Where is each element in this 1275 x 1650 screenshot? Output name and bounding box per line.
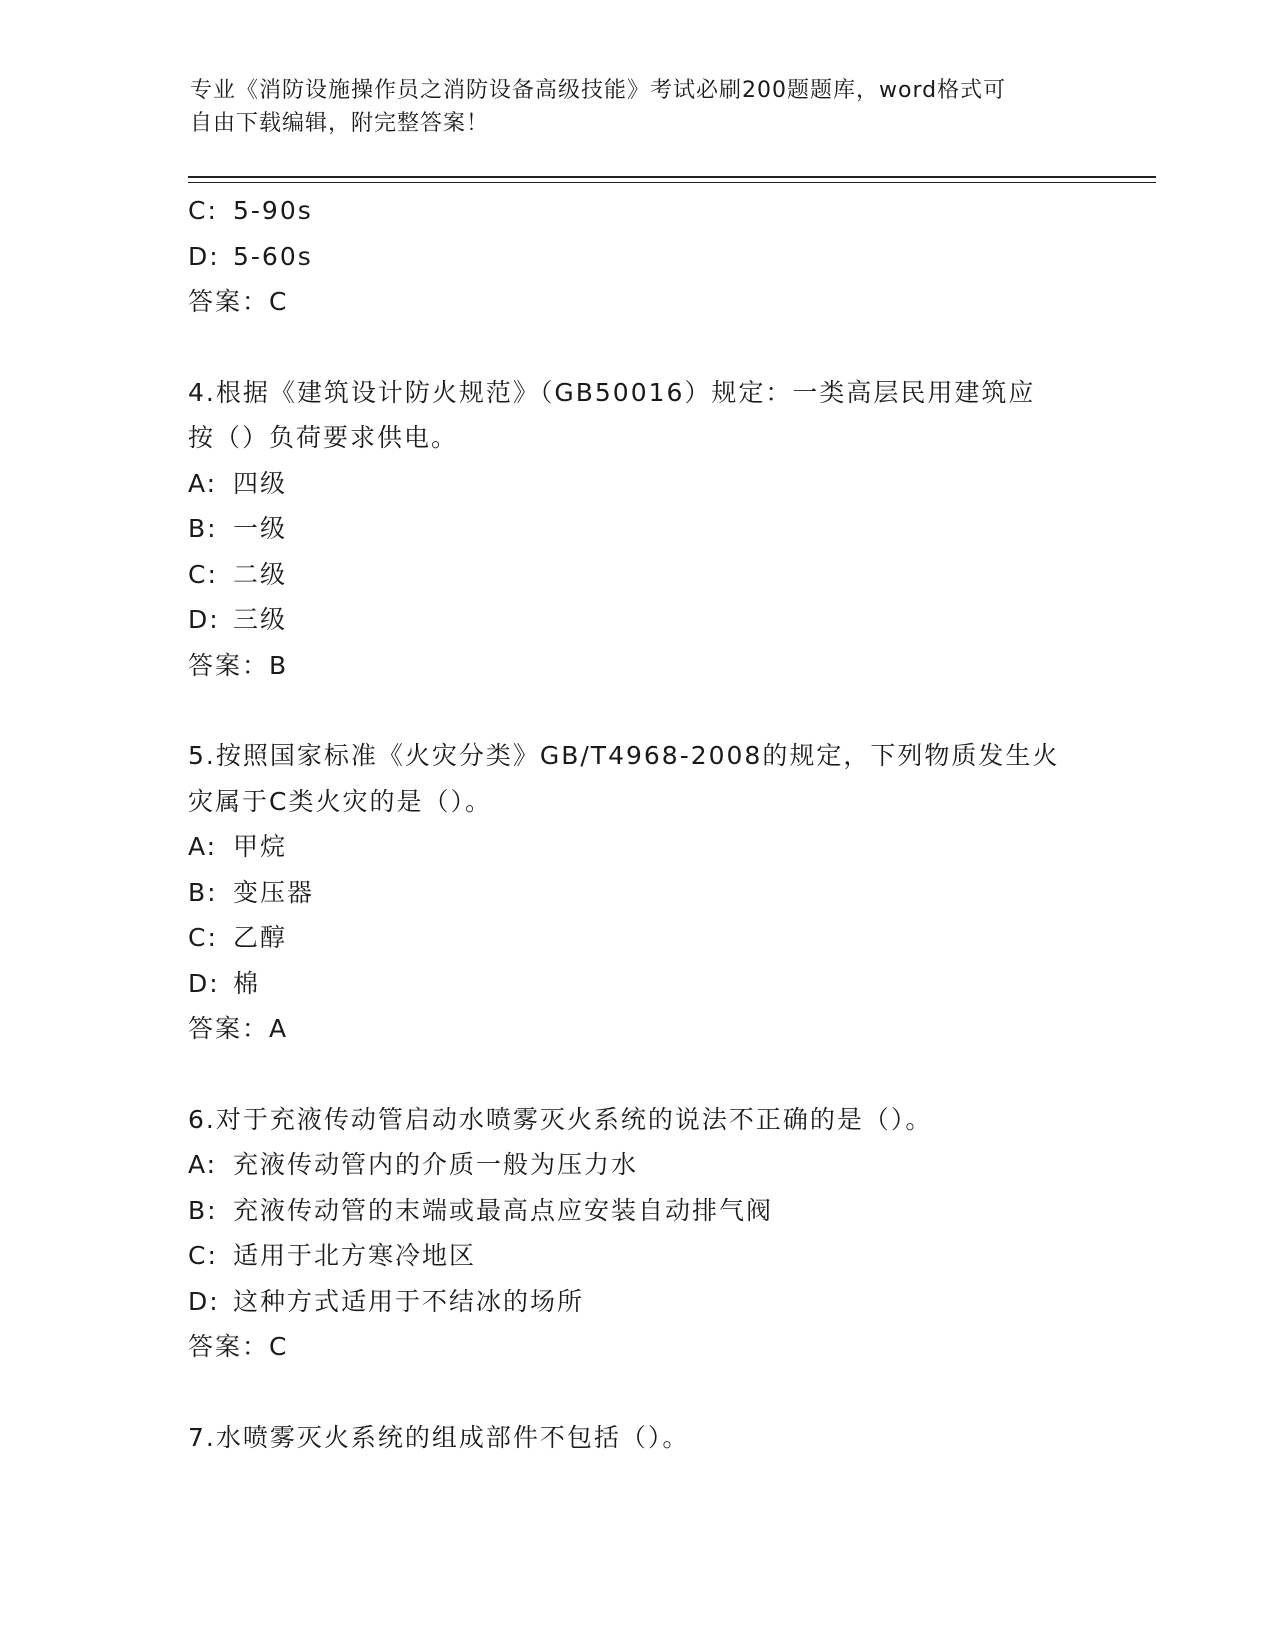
option-b (188, 1188, 1088, 1234)
option-key: D: (188, 605, 220, 634)
option-c (188, 188, 1088, 234)
question-stem-continued: 按（）负荷要求供电。 (188, 423, 459, 452)
question-stem: 6.对于充液传动管启动水喷雾灭火系统的说法不正确的是（）。 (188, 1104, 933, 1134)
question-3-tail (188, 188, 1088, 325)
option-b (188, 506, 1088, 552)
answer-line: 答案：C (188, 287, 289, 316)
option-key: B: (188, 514, 218, 543)
option-text: 变压器 (233, 877, 315, 907)
option-key: C: (188, 1241, 218, 1270)
spacer (188, 1370, 1088, 1415)
option-key: A: (188, 1150, 218, 1179)
option-key: A: (188, 832, 218, 861)
option-key: C: (188, 923, 218, 952)
header-line-1: 专业《消防设施操作员之消防设备高级技能》考试必刷200题题库，word格式可 (190, 78, 1007, 103)
question-list (188, 188, 1088, 1460)
option-text: 适用于北方寒冷地区 (233, 1241, 477, 1270)
question-stem: 4.根据《建筑设计防火规范》（GB50016）规定：一类高层民用建筑应 (188, 377, 1036, 407)
question-stem: 5.按照国家标准《火灾分类》GB/T4968-2008的规定，下列物质发生火 (188, 741, 1060, 770)
document-header (190, 74, 1080, 140)
question-6 (188, 1097, 1088, 1370)
answer-line: 答案：C (188, 1332, 289, 1361)
answer-line: 答案：B (188, 650, 289, 680)
option-key: B: (188, 877, 218, 907)
option-d (188, 234, 1088, 280)
option-text: 充液传动管内的介质一般为压力水 (233, 1150, 639, 1179)
option-a (188, 1142, 1088, 1188)
option-key: D: (188, 1286, 220, 1316)
answer-line: 答案：A (188, 1014, 289, 1043)
option-text: 三级 (233, 605, 288, 634)
header-divider-thick (188, 176, 1156, 178)
option-key: B: (188, 1195, 218, 1225)
option-c (188, 552, 1088, 598)
question-4 (188, 370, 1088, 689)
option-text: 这种方式适用于不结冰的场所 (233, 1286, 585, 1316)
option-text: 5-90s (233, 196, 313, 225)
option-a (188, 824, 1088, 870)
question-7 (188, 1415, 1088, 1461)
option-key: D: (188, 241, 220, 271)
option-d (188, 597, 1088, 643)
header-divider-thin (188, 182, 1156, 183)
spacer (188, 688, 1088, 733)
question-stem-continued: 灾属于C类火灾的是（）。 (188, 786, 492, 816)
option-key: C: (188, 559, 218, 589)
spacer (188, 325, 1088, 370)
option-d (188, 961, 1088, 1007)
header-line-2: 自由下载编辑，附完整答案！ (190, 111, 490, 136)
option-text: 乙醇 (233, 923, 288, 952)
option-text: 一级 (233, 514, 288, 543)
question-stem: 7.水喷雾灭火系统的组成部件不包括（）。 (188, 1422, 690, 1452)
option-text: 二级 (233, 559, 288, 589)
option-text: 甲烷 (233, 832, 288, 861)
option-d (188, 1279, 1088, 1325)
option-key: C: (188, 196, 218, 225)
option-b (188, 870, 1088, 916)
option-a (188, 461, 1088, 507)
spacer (188, 1052, 1088, 1097)
option-text: 5-60s (233, 241, 313, 271)
option-text: 四级 (233, 468, 288, 498)
option-text: 充液传动管的末端或最高点应安装自动排气阀 (233, 1195, 774, 1225)
option-text: 棉 (233, 968, 261, 998)
option-key: D: (188, 968, 220, 998)
option-key: A: (188, 468, 218, 498)
option-c (188, 1233, 1088, 1279)
option-c (188, 915, 1088, 961)
question-5 (188, 733, 1088, 1052)
